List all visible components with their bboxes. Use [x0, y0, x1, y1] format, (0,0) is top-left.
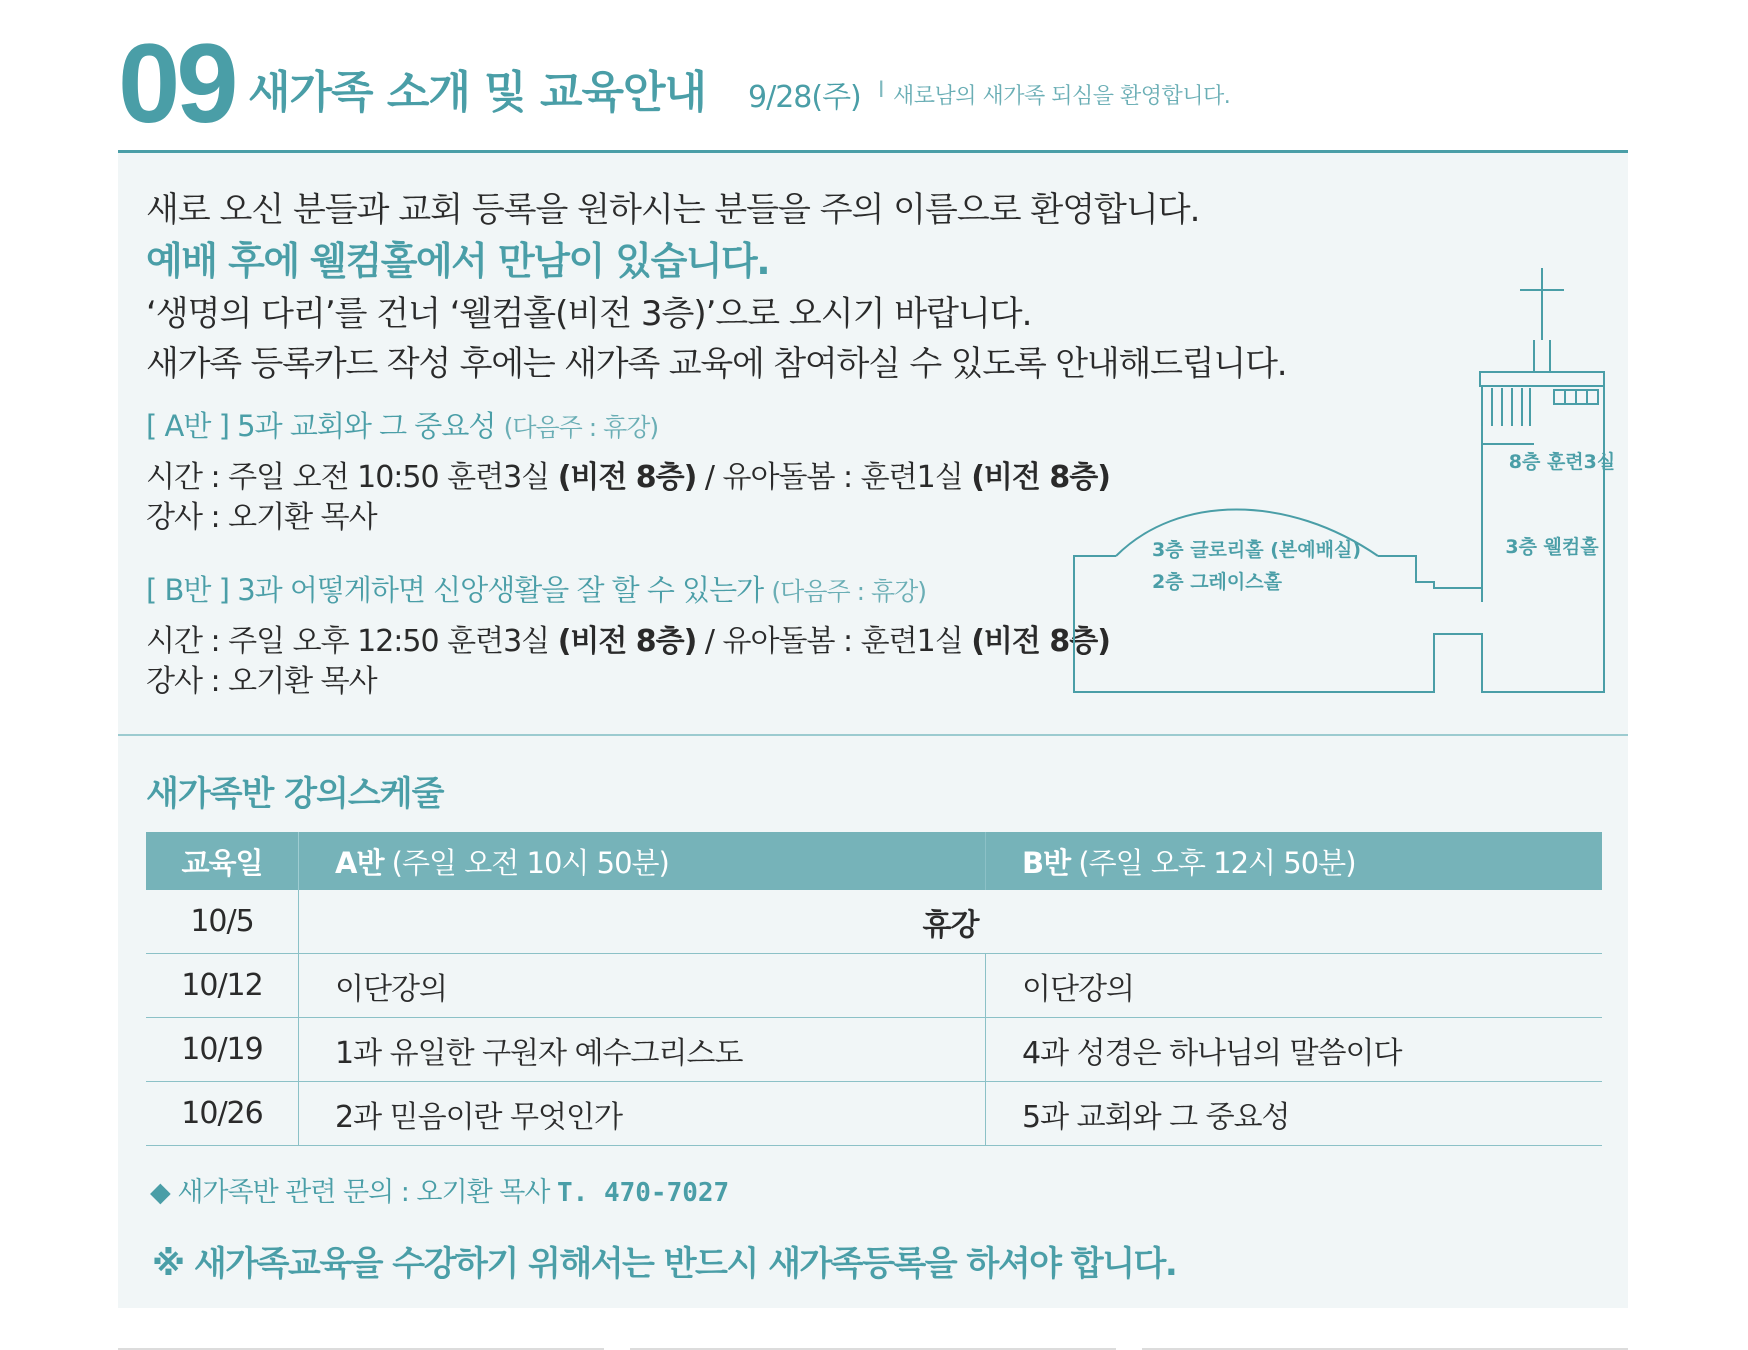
- floor3-welcome-label: 3층 웰컴홀: [1505, 536, 1599, 558]
- class-b-care-location: (비전 8층): [971, 624, 1110, 659]
- class-b-time: [146, 616, 1110, 660]
- class-a-teacher: 강사 : 오기환 목사: [146, 500, 377, 535]
- intro-meeting: 예배 후에 웰컴홀에서 만남이 있습니다.: [146, 239, 770, 283]
- class-a-note: (다음주 : 휴강): [503, 413, 659, 442]
- row-class-b: 이단강의: [986, 954, 1603, 1018]
- registration-note: ※ 새가족교육을 수강하기 위해서는 반드시 새가족등록을 하셔야 합니다.: [152, 1244, 1177, 1284]
- section-subtitle: 새로남의 새가족 되심을 환영합니다.: [893, 84, 1231, 109]
- table-row: [146, 890, 1602, 954]
- church-building-diagram: [1068, 262, 1616, 702]
- section-divider: [118, 734, 1628, 736]
- class-b-title: [ B반 ] 3과 어떻게하면 신앙생활을 잘 할 수 있는가: [146, 573, 764, 607]
- row-date: 10/12: [146, 954, 299, 1018]
- section-title: 새가족 소개 및 교육안내: [248, 67, 706, 118]
- row-date: 10/19: [146, 1018, 299, 1082]
- class-a-heading: [146, 404, 658, 445]
- class-b-care-label: / 유아돌봄 : 훈련1실: [696, 624, 972, 659]
- glory-hall-label: 3층 글로리홀 (본예배실): [1152, 539, 1362, 561]
- header-class-b: [986, 832, 1603, 890]
- grace-hall-label: 2층 그레이스홀: [1152, 571, 1282, 593]
- section-number: 09: [118, 21, 235, 146]
- row-class-a: 1과 유일한 구원자 예수그리스도: [299, 1018, 986, 1082]
- header-class-a-time: (주일 오전 10시 50분): [383, 845, 669, 880]
- row-class-a: 이단강의: [299, 954, 986, 1018]
- row-date: 10/5: [146, 890, 299, 954]
- header-separator: I: [878, 78, 885, 103]
- class-a-care-label: / 유아돌봄 : 훈련1실: [696, 460, 972, 495]
- header-class-a: [299, 832, 986, 890]
- inquiry-contact: [150, 1170, 729, 1209]
- header-class-b-time: (주일 오후 12시 50분): [1070, 845, 1356, 880]
- floor8-label: 8층 훈련3실: [1508, 451, 1616, 473]
- row-date: 10/26: [146, 1082, 299, 1146]
- header-class-b-label: B반: [1022, 845, 1071, 880]
- intro-welcome: 새로 오신 분들과 교회 등록을 원하시는 분들을 주의 이름으로 환영합니다.: [146, 190, 1200, 230]
- intro-registration: 새가족 등록카드 작성 후에는 새가족 교육에 참여하실 수 있도록 안내해드립니다.: [146, 344, 1287, 384]
- class-b-time-label: 시간 : 주일 오후 12:50 훈련3실: [146, 624, 558, 659]
- schedule-table: [146, 832, 1602, 1146]
- class-a-care-location: (비전 8층): [971, 460, 1110, 495]
- class-b-teacher: 강사 : 오기환 목사: [146, 664, 377, 699]
- class-a-title: [ A반 ] 5과 교회와 그 중요성: [146, 409, 496, 443]
- inquiry-label: ◆ 새가족반 관련 문의 : 오기환 목사: [150, 1177, 558, 1208]
- intro-directions: ‘생명의 다리’를 건너 ‘웰컴홀(비전 3층)’으로 오시기 바랍니다.: [146, 294, 1032, 334]
- section-date: 9/28(주): [748, 80, 861, 115]
- class-a-time-location: (비전 8층): [557, 460, 697, 495]
- section-header: [118, 21, 1628, 146]
- row-class-b: 5과 교회와 그 중요성: [986, 1082, 1603, 1146]
- row-class-b: 4과 성경은 하나님의 말씀이다: [986, 1018, 1603, 1082]
- table-row: [146, 954, 1602, 1018]
- row-class-a: 2과 믿음이란 무엇인가: [299, 1082, 986, 1146]
- class-b-note: (다음주 : 휴강): [771, 577, 926, 606]
- class-a-time: [146, 452, 1110, 496]
- row-merged-cell: 휴강: [299, 890, 1603, 954]
- table-header-row: [146, 832, 1602, 890]
- class-b-heading: [146, 568, 926, 609]
- header-class-a-label: A반: [335, 845, 384, 880]
- class-b-time-location: (비전 8층): [557, 624, 697, 659]
- table-row: [146, 1018, 1602, 1082]
- class-a-time-label: 시간 : 주일 오전 10:50 훈련3실: [146, 460, 558, 495]
- inquiry-phone: T. 470-7027: [557, 1178, 730, 1208]
- header-date: 교육일: [146, 832, 299, 890]
- table-row: [146, 1082, 1602, 1146]
- schedule-title: 새가족반 강의스케줄: [146, 774, 444, 814]
